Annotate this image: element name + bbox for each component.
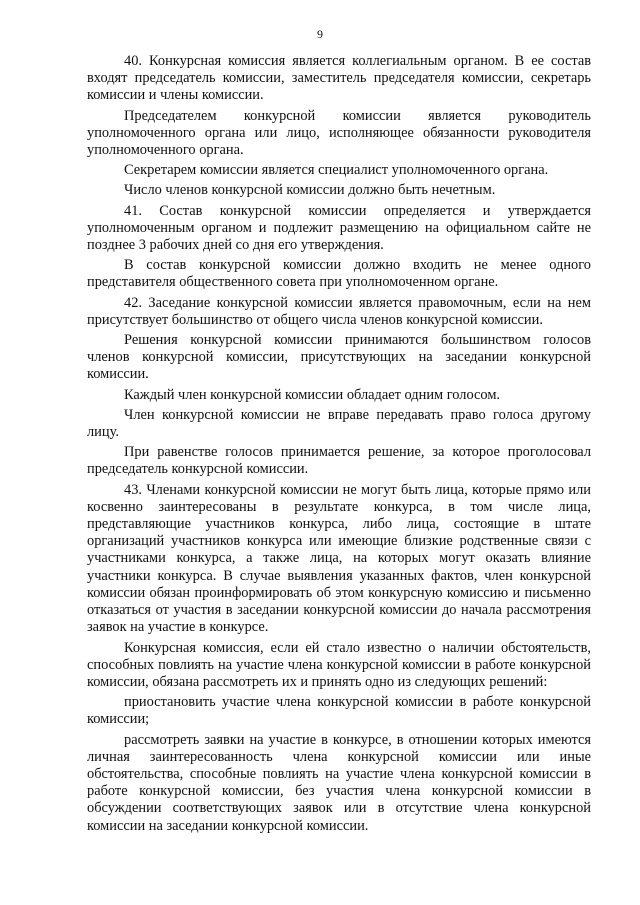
paragraph-suspend-participation: приостановить участие члена конкурсной комиссии в работе конкурсной комиссии;	[87, 694, 591, 728]
paragraph-review-without-member: рассмотреть заявки на участие в конкурсе, в отношении которых имеются личная заинтересованность члена конкурсной комиссии или иные обстоятельства, способные повлиять на участие члена конкурсной комиссии в работе конкурсной комиссии, без участия члена конкурсной комиссии в обсуждении соответствующих заявок или в отсутствие члена конкурсной комиссии на заседании конкурсной комиссии.	[87, 731, 591, 834]
paragraph-43: 43. Членами конкурсной комиссии не могут быть лица, которые прямо или косвенно заинтересованы в результате конкурса, в том числе лица, представляющие участников конкурса, либо лица, состоящие в штате организаций участников конкурса или имеющие близкие родственные связи с участниками конкурса, а также лица, на которых могут оказать влияние участники конкурса. В случае выявления указанных фактов, член конкурсной комиссии обязан проинформировать об этом конкурсную комиссию и письменно отказаться от участия в заседании конкурсной комиссии до начала рассмотрения заявок на участие в конкурсе.	[87, 481, 591, 636]
paragraph-42: 42. Заседание конкурсной комиссии является правомочным, если на нем присутствует большинство от общего числа членов конкурсной комиссии.	[87, 294, 591, 328]
paragraph-40: 40. Конкурсная комиссия является коллегиальным органом. В ее состав входят председатель комиссии, заместитель председателя комиссии, секретарь комиссии и члены комиссии.	[87, 53, 591, 104]
paragraph-public-council: В состав конкурсной комиссии должно входить не менее одного представителя общественного совета при уполномоченном органе.	[87, 257, 591, 291]
page-number: 9	[317, 27, 323, 41]
paragraph-41: 41. Состав конкурсной комиссии определяется и утверждается уполномоченным органом и подлежит размещению на официальном сайте не позднее 3 рабочих дней со дня его утверждения.	[87, 202, 591, 254]
paragraph-one-vote: Каждый член конкурсной комиссии обладает одним голосом.	[124, 386, 501, 403]
document-body	[87, 53, 591, 838]
paragraph-secretary: Секретарем комиссии является специалист уполномоченного органа.	[124, 162, 549, 179]
paragraph-majority-decisions: Решения конкурсной комиссии принимаются большинством голосов членов конкурсной комиссии, присутствующих на заседании конкурсной комиссии.	[87, 332, 591, 383]
paragraph-chairman: Председателем конкурсной комиссии является руководитель уполномоченного органа или лицо, исполняющее обязанности руководителя уполномоченного органа.	[87, 107, 591, 159]
paragraph-tie-vote: При равенстве голосов принимается решение, за которое проголосовал председатель конкурсной комиссии.	[87, 444, 591, 478]
paragraph-no-vote-transfer: Член конкурсной комиссии не вправе передавать право голоса другому лицу.	[87, 406, 591, 441]
paragraph-odd-members: Число членов конкурсной комиссии должно быть нечетным.	[124, 182, 496, 199]
paragraph-circumstances: Конкурсная комиссия, если ей стало известно о наличии обстоятельств, способных повлиять на участие члена конкурсной комиссии в работе конкурсной комиссии, обязана рассмотреть их и принять одно из следующих решений:	[87, 639, 591, 690]
